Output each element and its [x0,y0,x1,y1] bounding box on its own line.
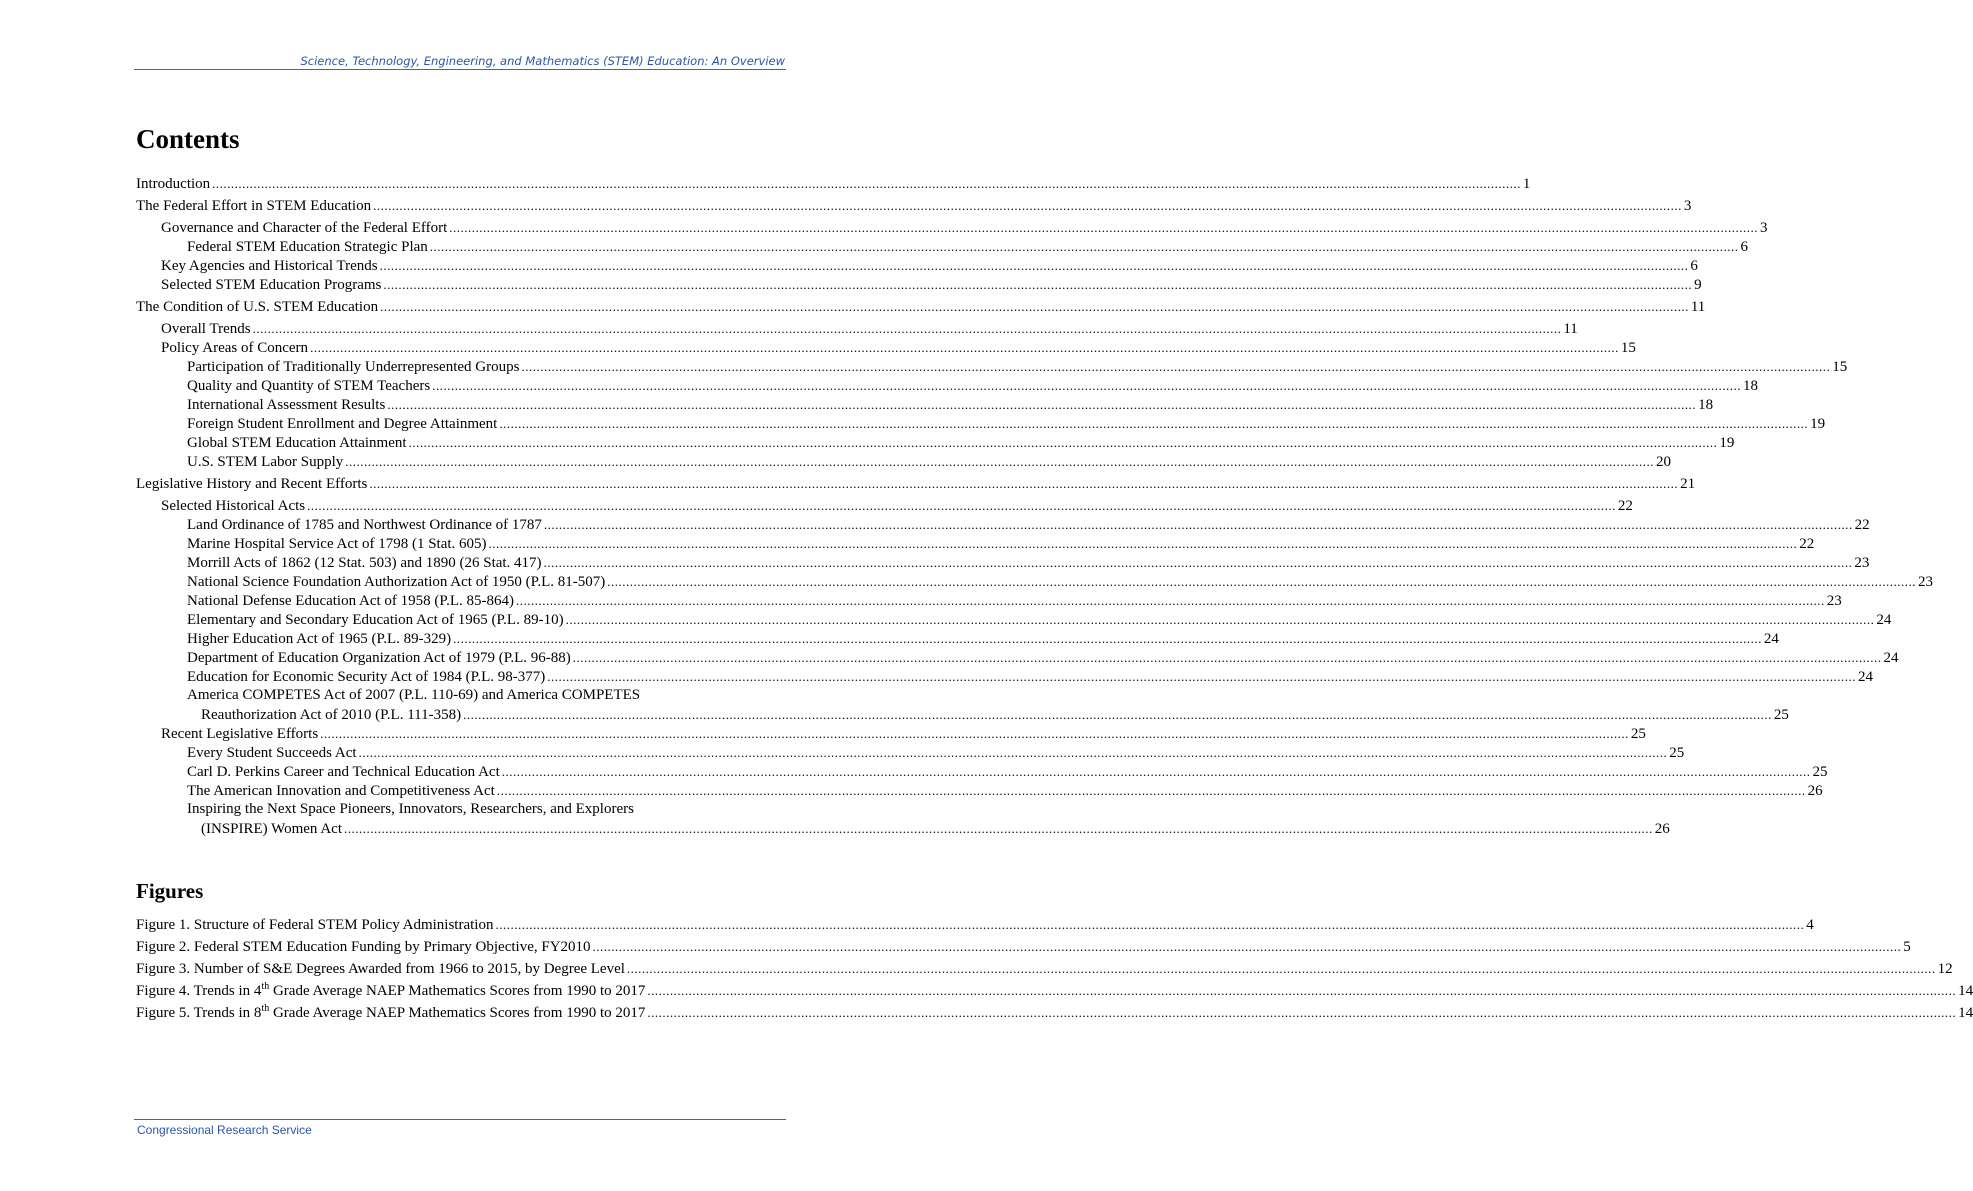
footer-rule [134,1119,786,1120]
toc-entry[interactable]: The American Innovation and Competitiveness Act ..... 26 [136,781,784,800]
toc-entry[interactable]: Selected Historical Acts ..... 22 [136,496,784,515]
toc-entry[interactable]: America COMPETES Act of 2007 (P.L. 110-69) and America COMPETES Reauthorization Act of 2010 (P.L. 111-358) ..... 25 [136,686,784,724]
toc-entry[interactable]: Global STEM Education Attainment ..... 19 [136,433,784,452]
toc-entry[interactable]: Foreign Student Enrollment and Degree Attainment ..... 19 [136,414,784,433]
figure-entry[interactable]: Figure 2. Federal STEM Education Funding by Primary Objective, FY2010 ..... 5 [136,937,784,956]
toc-entry[interactable]: Key Agencies and Historical Trends ..... 6 [136,256,784,275]
toc-entry[interactable]: The Federal Effort in STEM Education ..... 3 [136,196,784,215]
figure-entry[interactable]: Figure 1. Structure of Federal STEM Policy Administration ..... 4 [136,915,784,934]
running-header: Science, Technology, Engineering, and Mathematics (STEM) Education: An Overview [300,54,785,68]
figures-list [136,915,1973,1022]
toc-entry[interactable]: Participation of Traditionally Underrepresented Groups ..... 15 [136,357,784,376]
toc-entry[interactable]: Selected STEM Education Programs ..... 9 [136,275,784,294]
toc-entry[interactable]: Policy Areas of Concern ..... 15 [136,338,784,357]
footer-text: Congressional Research Service [137,1123,312,1137]
figure-entry[interactable]: Figure 3. Number of S&E Degrees Awarded from 1966 to 2015, by Degree Level ..... 12 [136,959,784,978]
toc-entry[interactable]: National Science Foundation Authorization Act of 1950 (P.L. 81-507) ..... 23 [136,572,784,591]
toc-entry[interactable]: Recent Legislative Efforts ..... 25 [136,724,784,743]
toc-entry[interactable]: Introduction ..... 1 [136,174,784,193]
toc-entry[interactable]: International Assessment Results ..... 18 [136,395,784,414]
figure-entry[interactable]: Figure 4. Trends in 4th Grade Average NAEP Mathematics Scores from 1990 to 2017 ..... 14 [136,981,784,1000]
toc-entry[interactable]: Governance and Character of the Federal Effort ..... 3 [136,218,784,237]
toc-entry[interactable]: National Defense Education Act of 1958 (P.L. 85-864) ..... 23 [136,591,784,610]
header-rule [134,69,786,70]
toc-entry[interactable]: Every Student Succeeds Act ..... 25 [136,743,784,762]
contents-heading: Contents [136,124,240,154]
figure-entry[interactable]: Figure 5. Trends in 8th Grade Average NAEP Mathematics Scores from 1990 to 2017 ..... 14 [136,1003,784,1022]
toc-entry[interactable]: Education for Economic Security Act of 1984 (P.L. 98-377) ..... 24 [136,667,784,686]
toc-entry[interactable]: Higher Education Act of 1965 (P.L. 89-329) ..... 24 [136,629,784,648]
toc-entry[interactable]: The Condition of U.S. STEM Education ..... 11 [136,297,784,316]
toc-entry[interactable]: Quality and Quantity of STEM Teachers ..... 18 [136,376,784,395]
toc-entry[interactable]: Marine Hospital Service Act of 1798 (1 Stat. 605) ..... 22 [136,534,784,553]
toc-entry[interactable]: Morrill Acts of 1862 (12 Stat. 503) and 1890 (26 Stat. 417) ..... 23 [136,553,784,572]
toc-entry[interactable]: U.S. STEM Labor Supply ..... 20 [136,452,784,471]
toc-entry[interactable]: Federal STEM Education Strategic Plan ..... 6 [136,237,784,256]
toc-entry[interactable]: Department of Education Organization Act of 1979 (P.L. 96-88) ..... 24 [136,648,784,667]
toc-entry[interactable]: Legislative History and Recent Efforts ..... 21 [136,474,784,493]
toc-entry[interactable]: Overall Trends ..... 11 [136,319,784,338]
figures-heading: Figures [136,879,204,903]
toc-entry[interactable]: Inspiring the Next Space Pioneers, Innovators, Researchers, and Explorers (INSPIRE) Women Act ..... 26 [136,800,784,838]
contents-list [136,174,1934,838]
toc-entry[interactable]: Carl D. Perkins Career and Technical Education Act ..... 25 [136,762,784,781]
toc-entry[interactable]: Land Ordinance of 1785 and Northwest Ordinance of 1787 ..... 22 [136,515,784,534]
toc-entry[interactable]: Elementary and Secondary Education Act of 1965 (P.L. 89-10) ..... 24 [136,610,784,629]
